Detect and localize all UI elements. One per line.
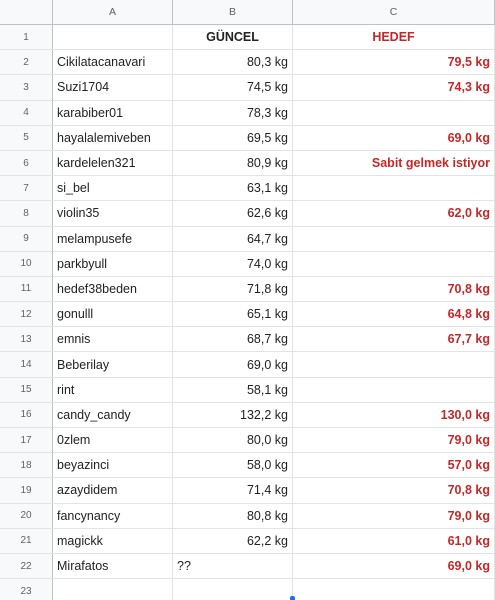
cell-username[interactable]: beyazinci: [53, 453, 173, 477]
table-row: [0, 227, 495, 252]
cell-current-weight[interactable]: 71,8 kg: [173, 277, 293, 301]
cell-username[interactable]: violin35: [53, 201, 173, 225]
cell-target-weight[interactable]: [293, 252, 495, 276]
table-row: [0, 478, 495, 503]
row-number[interactable]: 20: [0, 504, 53, 528]
table-row: [0, 428, 495, 453]
cell-target-weight[interactable]: 69,0 kg: [293, 554, 495, 578]
cell-current-weight[interactable]: 68,7 kg: [173, 327, 293, 351]
cell-username[interactable]: rint: [53, 378, 173, 402]
row-number[interactable]: 1: [0, 25, 53, 49]
cell-a1[interactable]: [53, 25, 173, 49]
cell-current-weight[interactable]: 65,1 kg: [173, 302, 293, 326]
row-number[interactable]: 5: [0, 126, 53, 150]
table-row: [0, 378, 495, 403]
cell-username[interactable]: Beberilay: [53, 352, 173, 376]
cell-target-weight[interactable]: 79,0 kg: [293, 428, 495, 452]
table-row: [0, 176, 495, 201]
row-number[interactable]: 4: [0, 101, 53, 125]
table-row: [0, 126, 495, 151]
row-number[interactable]: 7: [0, 176, 53, 200]
row-number[interactable]: 16: [0, 403, 53, 427]
row-number[interactable]: 2: [0, 50, 53, 74]
table-row: [0, 252, 495, 277]
row-number[interactable]: 22: [0, 554, 53, 578]
table-row: [0, 504, 495, 529]
cell-target-weight[interactable]: [293, 101, 495, 125]
cell-current-weight[interactable]: 74,5 kg: [173, 75, 293, 99]
cell-target-weight[interactable]: [293, 579, 495, 600]
cell-current-weight[interactable]: 64,7 kg: [173, 227, 293, 251]
row-number[interactable]: 14: [0, 352, 53, 376]
cell-target-weight[interactable]: 79,5 kg: [293, 50, 495, 74]
select-all-corner[interactable]: [0, 0, 53, 24]
cell-target-weight[interactable]: [293, 378, 495, 402]
table-row: [0, 529, 495, 554]
cell-target-weight[interactable]: [293, 352, 495, 376]
cell-username[interactable]: fancynancy: [53, 504, 173, 528]
column-header-a[interactable]: A: [53, 0, 173, 24]
row-number[interactable]: 10: [0, 252, 53, 276]
cell-current-weight[interactable]: 80,3 kg: [173, 50, 293, 74]
column-header-row: [0, 0, 495, 25]
cell-target-weight[interactable]: [293, 176, 495, 200]
column-header-c[interactable]: C: [293, 0, 495, 24]
table-row: [0, 352, 495, 377]
row-number[interactable]: 21: [0, 529, 53, 553]
cell-current-weight[interactable]: 62,2 kg: [173, 529, 293, 553]
cell-username[interactable]: parkbyull: [53, 252, 173, 276]
cell-username[interactable]: [53, 579, 173, 600]
table-row: [0, 403, 495, 428]
row-number[interactable]: 8: [0, 201, 53, 225]
cell-current-weight[interactable]: 62,6 kg: [173, 201, 293, 225]
row-number[interactable]: 12: [0, 302, 53, 326]
cell-username[interactable]: emnis: [53, 327, 173, 351]
cell-current-weight[interactable]: 71,4 kg: [173, 478, 293, 502]
cell-target-weight[interactable]: 74,3 kg: [293, 75, 495, 99]
cell-target-weight[interactable]: [293, 227, 495, 251]
cell-username[interactable]: Suzi1704: [53, 75, 173, 99]
table-row: [0, 302, 495, 327]
cell-username[interactable]: hedef38beden: [53, 277, 173, 301]
row-number[interactable]: 17: [0, 428, 53, 452]
row-number[interactable]: 19: [0, 478, 53, 502]
cell-target-weight[interactable]: 70,8 kg: [293, 478, 495, 502]
cell-current-weight[interactable]: 63,1 kg: [173, 176, 293, 200]
cell-current-weight[interactable]: 74,0 kg: [173, 252, 293, 276]
table-row: [0, 151, 495, 176]
table-row: [0, 579, 495, 600]
cell-current-weight[interactable]: [173, 579, 293, 600]
row-number[interactable]: 9: [0, 227, 53, 251]
cell-target-weight[interactable]: 57,0 kg: [293, 453, 495, 477]
cell-current-weight[interactable]: 69,0 kg: [173, 352, 293, 376]
table-row: [0, 101, 495, 126]
cell-current-weight[interactable]: 69,5 kg: [173, 126, 293, 150]
table-row: [0, 453, 495, 478]
row-number[interactable]: 6: [0, 151, 53, 175]
cell-b1-guncel-header[interactable]: GÜNCEL: [173, 25, 293, 49]
row-number[interactable]: 13: [0, 327, 53, 351]
table-row: [0, 554, 495, 579]
cell-target-weight[interactable]: Sabit gelmek istiyor: [293, 151, 495, 175]
cell-c1-hedef-header[interactable]: HEDEF: [293, 25, 495, 49]
cell-username[interactable]: Mirafatos: [53, 554, 173, 578]
cell-current-weight[interactable]: 80,0 kg: [173, 428, 293, 452]
cell-current-weight[interactable]: 78,3 kg: [173, 101, 293, 125]
cell-target-weight[interactable]: 69,0 kg: [293, 126, 495, 150]
cell-username[interactable]: candy_candy: [53, 403, 173, 427]
cell-username[interactable]: Cikilatacanavari: [53, 50, 173, 74]
cell-current-weight[interactable]: 80,9 kg: [173, 151, 293, 175]
cell-current-weight[interactable]: 80,8 kg: [173, 504, 293, 528]
cell-username[interactable]: si_bel: [53, 176, 173, 200]
cell-target-weight[interactable]: 79,0 kg: [293, 504, 495, 528]
selection-fill-handle[interactable]: [290, 596, 295, 600]
cell-username[interactable]: azaydidem: [53, 478, 173, 502]
sheet-row-1: [0, 25, 495, 50]
cell-target-weight[interactable]: 67,7 kg: [293, 327, 495, 351]
row-number[interactable]: 18: [0, 453, 53, 477]
cell-username[interactable]: hayalalemiveben: [53, 126, 173, 150]
cell-target-weight[interactable]: 64,8 kg: [293, 302, 495, 326]
table-row: [0, 50, 495, 75]
cell-current-weight[interactable]: 58,1 kg: [173, 378, 293, 402]
table-row: [0, 201, 495, 226]
row-number[interactable]: 3: [0, 75, 53, 99]
cell-current-weight[interactable]: 58,0 kg: [173, 453, 293, 477]
cell-target-weight[interactable]: 61,0 kg: [293, 529, 495, 553]
cell-username[interactable]: 0zlem: [53, 428, 173, 452]
cell-username[interactable]: kardelelen321: [53, 151, 173, 175]
row-number[interactable]: 23: [0, 579, 53, 600]
cell-target-weight[interactable]: 62,0 kg: [293, 201, 495, 225]
cell-username[interactable]: karabiber01: [53, 101, 173, 125]
cell-current-weight[interactable]: 132,2 kg: [173, 403, 293, 427]
table-row: [0, 327, 495, 352]
cell-target-weight[interactable]: 130,0 kg: [293, 403, 495, 427]
table-row: [0, 75, 495, 100]
row-number[interactable]: 11: [0, 277, 53, 301]
row-number[interactable]: 15: [0, 378, 53, 402]
cell-username[interactable]: gonulll: [53, 302, 173, 326]
table-row: [0, 277, 495, 302]
cell-current-weight[interactable]: ??: [173, 554, 293, 578]
cell-target-weight[interactable]: 70,8 kg: [293, 277, 495, 301]
cell-username[interactable]: melampusefe: [53, 227, 173, 251]
cell-username[interactable]: magickk: [53, 529, 173, 553]
column-header-b[interactable]: B: [173, 0, 293, 24]
